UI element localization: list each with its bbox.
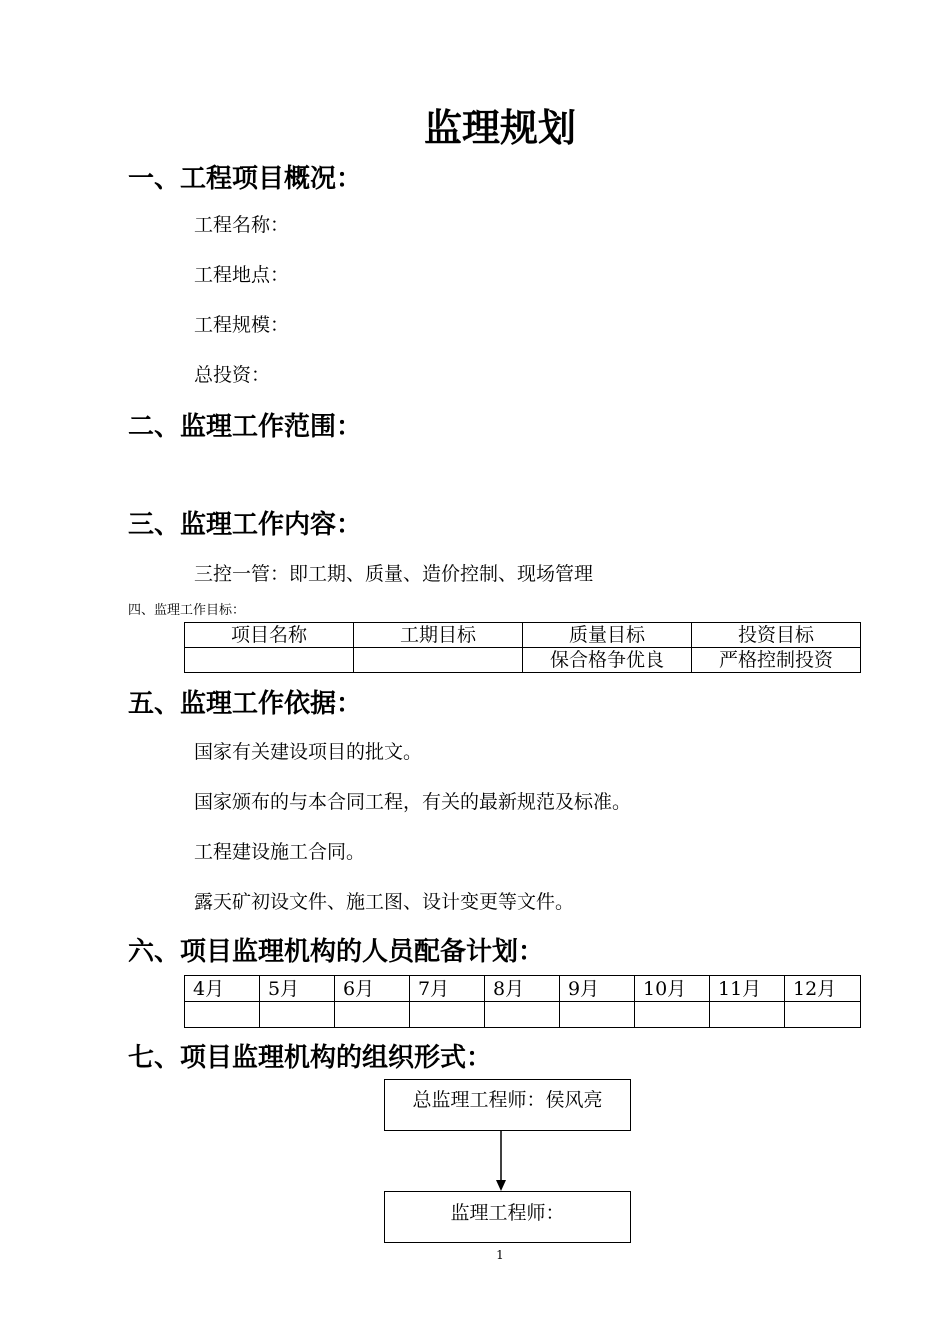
basis-item: 露天矿初设文件、施工图、设计变更等文件。 xyxy=(194,891,575,913)
staff-cell xyxy=(335,1002,410,1028)
month-cell: 9月 xyxy=(560,976,635,1002)
section-4-heading: 四、监理工作目标： xyxy=(128,603,246,618)
goals-cell xyxy=(185,648,354,673)
basis-item: 国家有关建设项目的批文。 xyxy=(194,741,423,763)
section-5-heading: 五、监理工作依据： xyxy=(128,689,363,719)
project-location-label: 工程地点： xyxy=(194,264,290,286)
month-cell: 8月 xyxy=(485,976,560,1002)
goals-table xyxy=(184,622,861,673)
page-number: 1 xyxy=(496,1248,504,1262)
staff-cell xyxy=(785,1002,861,1028)
goals-header-cell: 工期目标 xyxy=(354,623,523,648)
chief-engineer-box xyxy=(384,1079,631,1131)
goals-value-row xyxy=(185,648,861,673)
project-scale-label: 工程规模： xyxy=(194,314,290,336)
goals-cell: 严格控制投资 xyxy=(692,648,861,673)
staffing-month-row xyxy=(185,976,861,1002)
section-1-heading: 一、工程项目概况： xyxy=(128,164,363,194)
staff-cell xyxy=(485,1002,560,1028)
staff-cell xyxy=(260,1002,335,1028)
page-title: 监理规划 xyxy=(423,106,576,150)
project-name-label: 工程名称： xyxy=(194,214,290,236)
section-3-heading: 三、监理工作内容： xyxy=(128,510,363,540)
basis-item: 国家颁布的与本合同工程，有关的最新规范及标准。 xyxy=(194,791,632,813)
section-7-heading: 七、项目监理机构的组织形式： xyxy=(128,1043,493,1073)
staffing-value-row xyxy=(185,1002,861,1028)
staffing-table xyxy=(184,975,861,1028)
staff-cell xyxy=(710,1002,785,1028)
month-cell: 10月 xyxy=(635,976,710,1002)
org-chart-arrow xyxy=(494,1130,508,1192)
section-2-heading: 二、监理工作范围： xyxy=(128,412,363,442)
goals-cell xyxy=(354,648,523,673)
staff-cell xyxy=(185,1002,260,1028)
total-investment-label: 总投资： xyxy=(194,364,271,386)
section-3-text: 三控一管：即工期、质量、造价控制、现场管理 xyxy=(194,563,594,585)
goals-cell: 保合格争优良 xyxy=(523,648,692,673)
goals-header-cell: 投资目标 xyxy=(692,623,861,648)
month-cell: 4月 xyxy=(185,976,260,1002)
supervising-engineer-label: 监理工程师： xyxy=(450,1202,565,1224)
goals-header-cell: 项目名称 xyxy=(185,623,354,648)
staff-cell xyxy=(635,1002,710,1028)
month-cell: 5月 xyxy=(260,976,335,1002)
goals-header-row xyxy=(185,623,861,648)
month-cell: 6月 xyxy=(335,976,410,1002)
supervising-engineer-box xyxy=(384,1191,631,1243)
month-cell: 12月 xyxy=(785,976,861,1002)
section-6-heading: 六、项目监理机构的人员配备计划： xyxy=(128,937,545,967)
month-cell: 7月 xyxy=(410,976,485,1002)
staff-cell xyxy=(560,1002,635,1028)
basis-item: 工程建设施工合同。 xyxy=(194,841,366,863)
chief-engineer-label: 总监理工程师：侯风亮 xyxy=(412,1089,603,1111)
goals-header-cell: 质量目标 xyxy=(523,623,692,648)
staff-cell xyxy=(410,1002,485,1028)
month-cell: 11月 xyxy=(710,976,785,1002)
